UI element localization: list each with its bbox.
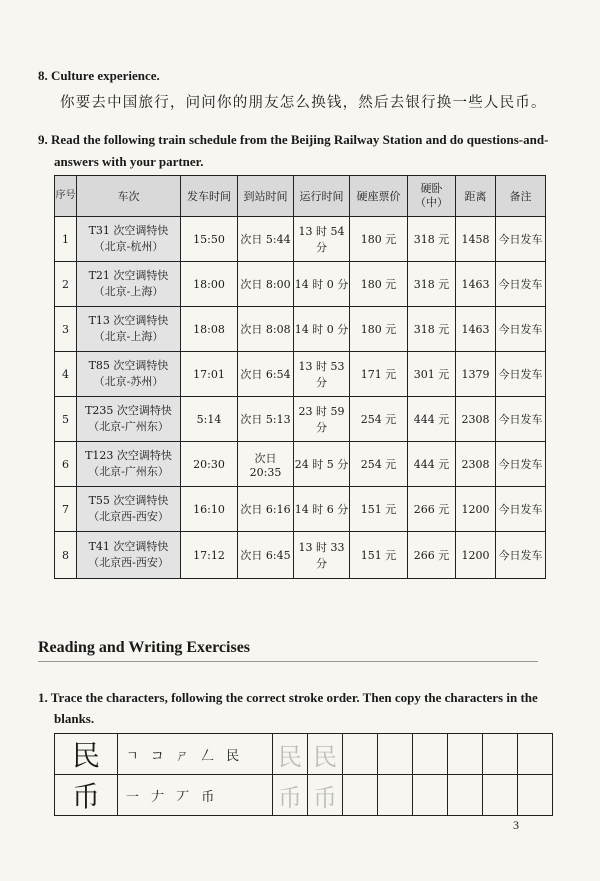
train-number: T85 次空调特快 [88,359,169,372]
cell-arrival: 次日 5:44 [238,217,294,262]
cell-arrival: 次日 5:13 [238,397,294,442]
header-hard-seat: 硬座票价 [350,176,408,217]
exercise-8-title: 8. Culture experience. [38,68,160,83]
cell-note: 今日发车 [496,352,546,397]
exercise-9-title-line1: 9. Read the following train schedule from the Beijing Railway Station and do questions-and- [38,132,549,147]
trace-cell[interactable]: 民 [273,734,308,775]
cell-hard-sleeper: 318 元 [408,307,456,352]
cell-hard-seat: 180 元 [350,262,408,307]
cell-note: 今日发车 [496,262,546,307]
header-arrival: 到站时间 [238,176,294,217]
blank-cell[interactable] [378,775,413,816]
cell-distance: 1379 [456,352,496,397]
cell-no: 4 [55,352,77,397]
cell-hard-seat: 254 元 [350,397,408,442]
cell-hard-seat: 180 元 [350,217,408,262]
header-train: 车次 [77,176,181,217]
cell-train [77,217,181,262]
train-number: T41 次空调特快 [88,540,169,553]
cell-train [77,307,181,352]
stroke-order: ㄱ コ ㄕ 𠃋 民 [118,734,273,775]
cell-no: 2 [55,262,77,307]
train-number: T31 次空调特快 [88,224,169,237]
cell-hard-sleeper: 444 元 [408,397,456,442]
cell-departure: 5:14 [181,397,238,442]
train-route: （北京-苏州） [93,375,164,388]
cell-duration: 24 时 5 分 [294,442,350,487]
blank-cell[interactable] [343,734,378,775]
blank-cell[interactable] [378,734,413,775]
cell-note: 今日发车 [496,217,546,262]
cell-hard-sleeper: 318 元 [408,262,456,307]
page-number: 3 [513,818,519,832]
stroke-order: 一 𠂇 丆 币 [118,775,273,816]
train-route: （北京-上海） [93,330,164,343]
train-schedule-table [54,175,546,579]
cell-arrival: 次日 20:35 [238,442,294,487]
cell-no: 1 [55,217,77,262]
cell-duration: 13 时 33 分 [294,532,350,579]
cell-arrival: 次日 6:16 [238,487,294,532]
cell-note: 今日发车 [496,532,546,579]
train-route: （北京-杭州） [93,240,164,253]
character-practice-grid [54,733,553,816]
cell-no: 8 [55,532,77,579]
cell-duration: 14 时 6 分 [294,487,350,532]
cell-train [77,442,181,487]
train-route: （北京-广州东） [88,465,169,478]
cell-distance: 2308 [456,397,496,442]
table-row [55,532,546,579]
cell-arrival: 次日 8:00 [238,262,294,307]
cell-departure: 17:01 [181,352,238,397]
blank-cell[interactable] [448,734,483,775]
trace-cell[interactable]: 币 [308,775,343,816]
cell-distance: 1200 [456,487,496,532]
header-no: 序号 [55,176,77,217]
train-route: （北京-广州东） [88,420,169,433]
train-number: T55 次空调特快 [88,494,169,507]
table-row [55,397,546,442]
cell-no: 7 [55,487,77,532]
cell-train [77,487,181,532]
cell-departure: 15:50 [181,217,238,262]
cell-arrival: 次日 6:45 [238,532,294,579]
cell-distance: 1463 [456,307,496,352]
cell-hard-sleeper: 444 元 [408,442,456,487]
cell-arrival: 次日 6:54 [238,352,294,397]
cell-distance: 1463 [456,262,496,307]
train-number: T123 次空调特快 [85,449,172,462]
header-duration: 运行时间 [294,176,350,217]
exercise-1-title-line1: 1. Trace the characters, following the correct stroke order. Then copy the characters in the [38,690,538,705]
header-distance: 距离 [456,176,496,217]
train-number: T13 次空调特快 [88,314,169,327]
train-number: T21 次空调特快 [88,269,169,282]
cell-note: 今日发车 [496,307,546,352]
train-route: （北京-上海） [93,285,164,298]
cell-train [77,532,181,579]
blank-cell[interactable] [518,775,553,816]
cell-note: 今日发车 [496,397,546,442]
exercise-1-title-line2: blanks. [54,711,95,726]
header-departure: 发车时间 [181,176,238,217]
blank-cell[interactable] [413,734,448,775]
model-character: 币 [55,775,118,816]
cell-note: 今日发车 [496,487,546,532]
table-row [55,442,546,487]
cell-departure: 18:08 [181,307,238,352]
cell-distance: 1458 [456,217,496,262]
blank-cell[interactable] [483,775,518,816]
trace-cell[interactable]: 币 [273,775,308,816]
exercise-9-title-line2: answers with your partner. [54,154,204,169]
cell-note: 今日发车 [496,442,546,487]
table-row [55,487,546,532]
blank-cell[interactable] [448,775,483,816]
cell-duration: 13 时 54 分 [294,217,350,262]
cell-train [77,397,181,442]
practice-row [55,775,553,816]
table-row [55,352,546,397]
cell-hard-sleeper: 266 元 [408,532,456,579]
cell-hard-seat: 254 元 [350,442,408,487]
cell-departure: 18:00 [181,262,238,307]
blank-cell[interactable] [413,775,448,816]
table-row [55,217,546,262]
train-route: （北京西-西安） [88,510,169,523]
table-header-row [55,176,546,217]
train-route: （北京西-西安） [88,556,169,569]
table-row [55,262,546,307]
section-title: Reading and Writing Exercises [38,639,251,656]
cell-departure: 17:12 [181,532,238,579]
cell-hard-sleeper: 318 元 [408,217,456,262]
cell-hard-sleeper: 301 元 [408,352,456,397]
model-character: 民 [55,734,118,775]
trace-cell[interactable]: 民 [308,734,343,775]
blank-cell[interactable] [518,734,553,775]
cell-arrival: 次日 8:08 [238,307,294,352]
header-note: 备注 [496,176,546,217]
table-row [55,307,546,352]
cell-duration: 14 时 0 分 [294,262,350,307]
practice-row [55,734,553,775]
blank-cell[interactable] [343,775,378,816]
cell-hard-seat: 171 元 [350,352,408,397]
cell-no: 3 [55,307,77,352]
cell-departure: 16:10 [181,487,238,532]
cell-hard-seat: 151 元 [350,487,408,532]
exercise-8-text: 你要去中国旅行，问问你的朋友怎么换钱，然后去银行换一些人民币。 [60,95,547,111]
cell-hard-seat: 180 元 [350,307,408,352]
train-number: T235 次空调特快 [85,404,172,417]
cell-duration: 14 时 0 分 [294,307,350,352]
cell-distance: 1200 [456,532,496,579]
cell-train [77,262,181,307]
cell-hard-seat: 151 元 [350,532,408,579]
cell-no: 5 [55,397,77,442]
blank-cell[interactable] [483,734,518,775]
cell-duration: 23 时 59 分 [294,397,350,442]
section-divider [38,661,538,662]
cell-hard-sleeper: 266 元 [408,487,456,532]
cell-no: 6 [55,442,77,487]
cell-distance: 2308 [456,442,496,487]
header-hard-sleeper: 硬卧（中） [408,176,456,217]
cell-departure: 20:30 [181,442,238,487]
cell-duration: 13 时 53 分 [294,352,350,397]
cell-train [77,352,181,397]
